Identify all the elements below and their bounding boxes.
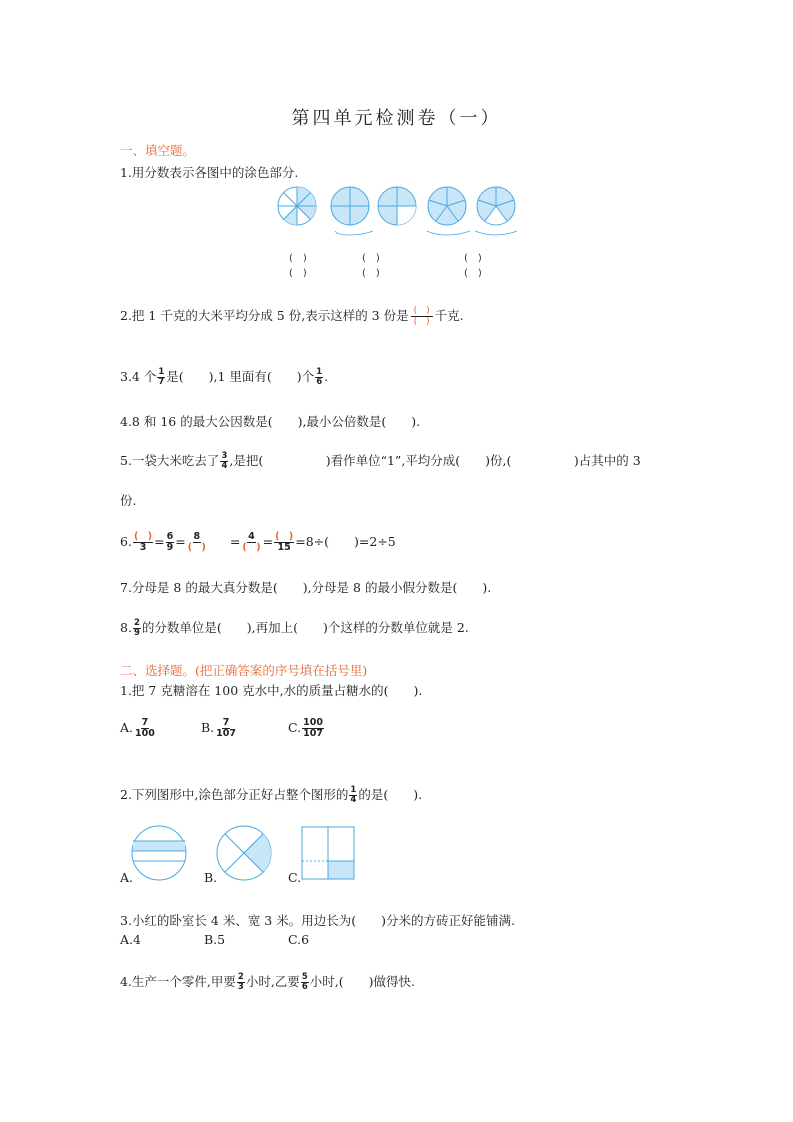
- q2-2-option-a[interactable]: A.: [120, 870, 134, 885]
- question-1-7: 7.分母是 8 的最大真分数是( ),分母是 8 的最小假分数是( ).: [120, 580, 492, 595]
- question-2-1: 1.把 7 克糖溶在 100 克水中,水的质量占糖水的( ).: [120, 683, 423, 698]
- fraction-1-6: $\frac{1}{6}$: [316, 367, 323, 387]
- figure-a: [132, 826, 186, 880]
- q2-blank-fraction[interactable]: $\frac{( )}{( )}$: [411, 306, 433, 327]
- question-1-1: 1.用分数表示各图中的涂色部分.: [120, 165, 299, 180]
- choice-figures: [130, 825, 360, 883]
- question-1-2: 2.把 1 千克的大米平均分成 5 份,表示这样的 3 份是 $\frac{( )}{( )}$ 千克.: [120, 306, 464, 327]
- q6-fraction-5[interactable]: $\frac{( )}{15}$: [275, 531, 294, 553]
- section-heading-choice: 二、选择题。(把正确答案的序号填在括号里): [120, 663, 368, 678]
- q2-3-option-a[interactable]: A.4: [120, 932, 141, 947]
- circle-2: [331, 187, 369, 225]
- question-1-5-cont: 份.: [120, 493, 137, 508]
- question-2-2: 2.下列图形中,涂色部分正好占整个图形的 $\frac{1}{4}$ 的是( ).: [120, 785, 423, 805]
- q2-1-option-a[interactable]: A. $\frac{7}{100}$: [120, 717, 155, 739]
- fraction-circles: [275, 185, 525, 247]
- q6-fraction-1[interactable]: $\frac{( )}{3}$: [133, 531, 153, 553]
- q2-3-option-c[interactable]: C.6: [288, 932, 310, 947]
- question-1-6: 6. $\frac{( )}{3}$ = $\frac{6}{9}$ = $\frac{8}{( )}$ = $\frac{4}{( )}$ = $\frac{( )}{15}$ =8÷( )=2÷5: [120, 531, 396, 553]
- q1-blank-1a[interactable]: ( ): [289, 253, 307, 264]
- question-1-4: 4.8 和 16 的最大公因数是( ),最小公倍数是( ).: [120, 414, 421, 429]
- fraction-2-9: $\frac{2}{9}$: [133, 618, 140, 638]
- circle-1: [278, 187, 316, 225]
- q1-blank-2a[interactable]: ( ): [362, 253, 380, 264]
- q6-fraction-4[interactable]: $\frac{4}{( )}$: [242, 531, 261, 553]
- q1-blank-3b[interactable]: ( ): [464, 268, 482, 279]
- question-2-3: 3.小红的卧室长 4 米、宽 3 米。用边长为( )分米的方砖正好能铺满.: [120, 913, 515, 928]
- q1-blank-3a[interactable]: ( ): [464, 253, 482, 264]
- q6-fraction-3[interactable]: $\frac{8}{( )}$: [187, 531, 206, 553]
- q2-2-option-c[interactable]: C.: [288, 870, 302, 885]
- q2-1-option-b[interactable]: B. $\frac{7}{107}$: [201, 717, 237, 739]
- q2-1-option-c[interactable]: C. $\frac{100}{107}$: [288, 717, 323, 739]
- q1-blank-2b[interactable]: ( ): [362, 268, 380, 279]
- question-1-8: 8. $\frac{2}{9}$ 的分数单位是( ),再加上( )个这样的分数单位就是 2.: [120, 618, 469, 638]
- circle-5: [477, 187, 515, 225]
- fraction-5-6: $\frac{5}{6}$: [301, 972, 308, 992]
- figure-b: [217, 826, 271, 880]
- fraction-1-7: $\frac{1}{7}$: [158, 367, 165, 387]
- circle-4: [428, 187, 466, 225]
- question-1-3: 3.4 个 $\frac{1}{7}$ 是( ),1 里面有( )个 $\frac{1}{6}$ .: [120, 367, 329, 387]
- q2-2-option-b[interactable]: B.: [204, 870, 218, 885]
- fraction-1-4: $\frac{1}{4}$: [350, 785, 357, 805]
- circle-3: [378, 187, 416, 225]
- page-title: 第四单元检测卷（一）: [291, 108, 502, 129]
- fraction-2-3: $\frac{2}{3}$: [237, 972, 244, 992]
- section-heading-fill-in: 一、填空题。: [120, 143, 196, 158]
- question-1-5: 5.一袋大米吃去了 $\frac{3}{4}$ ,是把( )看作单位“1”,平均分成( )份,( )占其中的 3: [120, 451, 641, 471]
- fraction-3-4: $\frac{3}{4}$: [221, 451, 228, 471]
- q1-blank-1b[interactable]: ( ): [289, 268, 307, 279]
- q2-3-option-b[interactable]: B.5: [204, 932, 226, 947]
- question-2-4: 4.生产一个零件,甲要 $\frac{2}{3}$ 小时,乙要 $\frac{5}{6}$ 小时,( )做得快.: [120, 972, 415, 992]
- figure-c: [302, 827, 354, 879]
- q6-fraction-2: $\frac{6}{9}$: [166, 531, 174, 553]
